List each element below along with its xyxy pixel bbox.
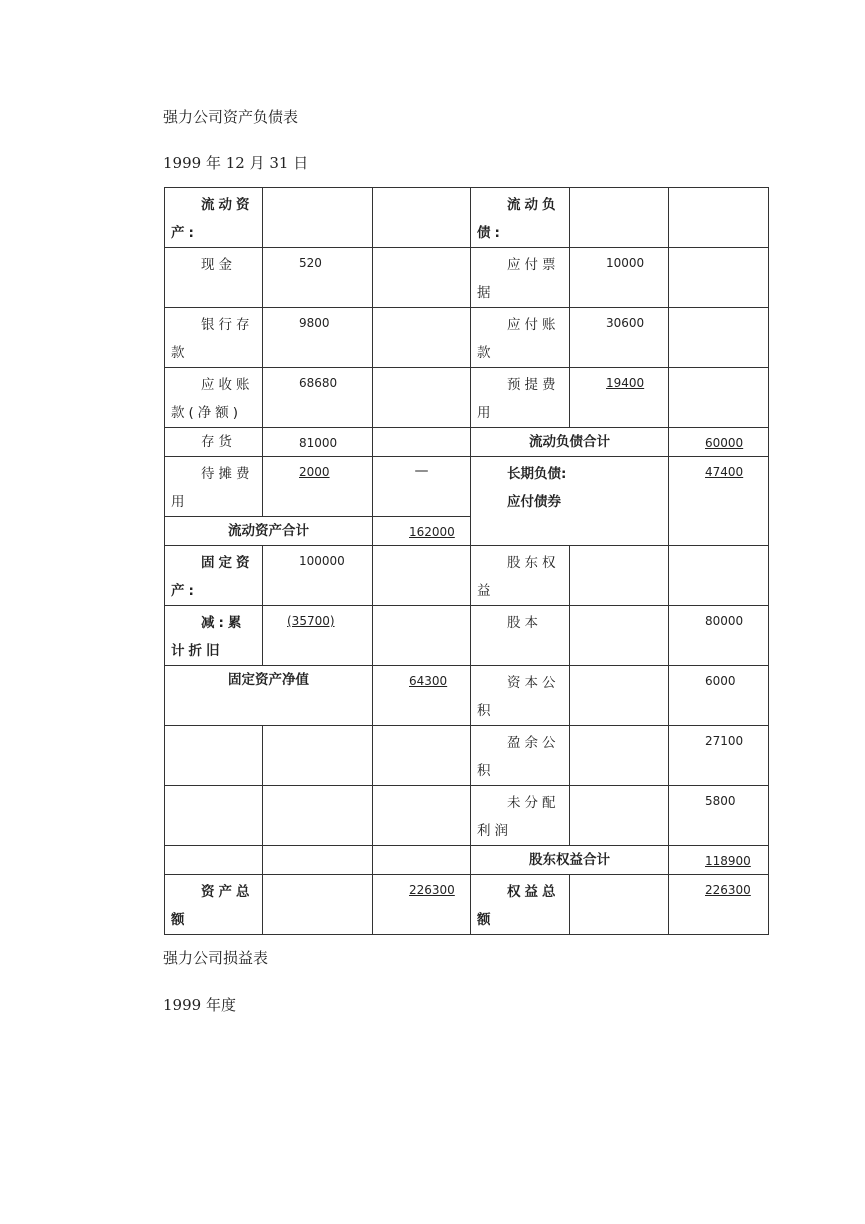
accrued-expenses-label: 预提费用 bbox=[477, 377, 560, 421]
table-cell bbox=[165, 606, 263, 666]
depreciation-value: (35700) bbox=[287, 614, 335, 628]
table-row bbox=[165, 457, 769, 517]
notes-payable-value: 10000 bbox=[606, 256, 645, 270]
share-capital-value: 80000 bbox=[705, 614, 744, 628]
current-liabilities-total-label: 流动负债合计 bbox=[529, 434, 610, 450]
table-cell bbox=[373, 308, 471, 368]
cash-label: 现金 bbox=[201, 257, 236, 273]
table-cell bbox=[373, 875, 471, 935]
table-cell bbox=[669, 786, 769, 846]
table-cell bbox=[669, 726, 769, 786]
inventory-label: 存货 bbox=[201, 434, 236, 450]
table-cell bbox=[570, 666, 669, 726]
table-cell bbox=[471, 726, 570, 786]
cash-value: 520 bbox=[299, 256, 322, 270]
table-cell bbox=[570, 786, 669, 846]
table-row bbox=[165, 546, 769, 606]
notes-payable-label: 应付票据 bbox=[477, 257, 560, 301]
table-cell bbox=[471, 428, 669, 457]
table-cell bbox=[263, 188, 373, 248]
table-cell bbox=[373, 666, 471, 726]
table-cell bbox=[669, 457, 769, 546]
capital-reserve-label: 资本公积 bbox=[477, 675, 560, 719]
income-statement-period: 1999 年度 bbox=[163, 996, 236, 1014]
accrued-expenses-value: 19400 bbox=[606, 376, 645, 390]
table-cell bbox=[471, 248, 570, 308]
table-cell bbox=[471, 846, 669, 875]
table-cell bbox=[471, 368, 570, 428]
table-row bbox=[165, 846, 769, 875]
table-cell bbox=[373, 517, 471, 546]
receivable-label: 应收账款(净额) bbox=[171, 377, 254, 421]
table-cell bbox=[669, 428, 769, 457]
table-row bbox=[165, 875, 769, 935]
equity-header: 股东权益 bbox=[477, 555, 560, 599]
table-cell bbox=[263, 428, 373, 457]
table-cell bbox=[570, 875, 669, 935]
table-cell bbox=[373, 786, 471, 846]
table-cell bbox=[165, 546, 263, 606]
table-cell bbox=[570, 248, 669, 308]
surplus-reserve-label: 盈余公积 bbox=[477, 735, 560, 779]
table-cell bbox=[165, 666, 373, 726]
table-cell bbox=[373, 606, 471, 666]
table-cell bbox=[373, 457, 471, 517]
table-row bbox=[165, 786, 769, 846]
total-assets-label: 资产总额 bbox=[171, 884, 254, 928]
table-row bbox=[165, 726, 769, 786]
long-term-liabilities-label: 长期负债: bbox=[507, 466, 567, 482]
table-cell bbox=[263, 248, 373, 308]
receivable-value: 68680 bbox=[299, 376, 338, 390]
table-row bbox=[165, 606, 769, 666]
current-assets-total-value: 162000 bbox=[409, 525, 455, 539]
total-equity-label: 权益总额 bbox=[477, 884, 560, 928]
retained-earnings-value: 5800 bbox=[705, 794, 736, 808]
table-row bbox=[165, 666, 769, 726]
balance-sheet-title: 强力公司资产负债表 bbox=[163, 108, 299, 126]
table-cell bbox=[263, 875, 373, 935]
table-cell bbox=[263, 846, 373, 875]
table-cell bbox=[263, 457, 373, 517]
equity-total-label: 股东权益合计 bbox=[529, 852, 610, 868]
table-cell bbox=[263, 606, 373, 666]
table-cell bbox=[263, 546, 373, 606]
table-cell bbox=[373, 546, 471, 606]
net-fixed-assets-label: 固定资产净值 bbox=[228, 672, 309, 688]
table-cell bbox=[373, 248, 471, 308]
current-liabilities-header: 流动负债: bbox=[477, 197, 560, 241]
table-cell bbox=[165, 846, 263, 875]
share-capital-label: 股本 bbox=[507, 615, 542, 631]
table-cell bbox=[165, 457, 263, 517]
table-cell bbox=[669, 846, 769, 875]
table-cell bbox=[669, 248, 769, 308]
table-cell bbox=[263, 308, 373, 368]
table-cell bbox=[263, 726, 373, 786]
table-cell bbox=[669, 666, 769, 726]
table-cell bbox=[570, 368, 669, 428]
bank-deposit-value: 9800 bbox=[299, 316, 330, 330]
table-cell bbox=[570, 188, 669, 248]
table-cell bbox=[471, 875, 570, 935]
table-cell bbox=[669, 546, 769, 606]
table-cell bbox=[669, 875, 769, 935]
table-cell bbox=[165, 248, 263, 308]
table-cell bbox=[570, 546, 669, 606]
table-row bbox=[165, 308, 769, 368]
table-cell bbox=[165, 786, 263, 846]
table-cell bbox=[570, 308, 669, 368]
total-assets-value: 226300 bbox=[409, 883, 455, 897]
bonds-payable-value: 47400 bbox=[705, 465, 744, 479]
table-cell bbox=[669, 606, 769, 666]
equity-total-value: 118900 bbox=[705, 854, 751, 868]
bank-deposit-label: 银行存款 bbox=[171, 317, 254, 361]
table-cell bbox=[471, 308, 570, 368]
table-row bbox=[165, 368, 769, 428]
income-statement-title: 强力公司损益表 bbox=[163, 949, 269, 967]
table-row bbox=[165, 428, 769, 457]
table-cell bbox=[471, 188, 570, 248]
table-cell bbox=[165, 368, 263, 428]
current-liabilities-total-value: 60000 bbox=[705, 436, 744, 450]
table-cell bbox=[471, 546, 570, 606]
net-fixed-assets-value: 64300 bbox=[409, 674, 448, 688]
table-cell bbox=[570, 726, 669, 786]
table-cell bbox=[263, 786, 373, 846]
inventory-value: 81000 bbox=[299, 436, 338, 450]
depreciation-label: 减:累计折旧 bbox=[171, 615, 246, 659]
accounts-payable-label: 应付账款 bbox=[477, 317, 560, 361]
fixed-assets-label: 固定资产: bbox=[171, 555, 254, 599]
prepaid-expenses-label: 待摊费用 bbox=[171, 466, 254, 510]
retained-earnings-label: 未分配利润 bbox=[477, 795, 560, 839]
table-cell bbox=[669, 188, 769, 248]
prepaid-dash: — bbox=[414, 463, 429, 479]
table-row bbox=[165, 248, 769, 308]
prepaid-expenses-value: 2000 bbox=[299, 465, 330, 479]
table-cell bbox=[471, 786, 570, 846]
table-cell bbox=[570, 606, 669, 666]
table-cell bbox=[471, 606, 570, 666]
surplus-reserve-value: 27100 bbox=[705, 734, 744, 748]
table-cell bbox=[165, 875, 263, 935]
fixed-assets-value: 100000 bbox=[299, 554, 345, 568]
table-cell bbox=[471, 666, 570, 726]
table-row bbox=[165, 188, 769, 248]
bonds-payable-label: 应付债券 bbox=[507, 494, 561, 510]
table-cell bbox=[373, 188, 471, 248]
table-cell bbox=[165, 428, 263, 457]
table-cell bbox=[165, 308, 263, 368]
table-cell bbox=[373, 726, 471, 786]
table-cell bbox=[263, 368, 373, 428]
table-cell bbox=[373, 846, 471, 875]
capital-reserve-value: 6000 bbox=[705, 674, 736, 688]
accounts-payable-value: 30600 bbox=[606, 316, 645, 330]
table-cell bbox=[165, 188, 263, 248]
balance-sheet-date: 1999 年 12 月 31 日 bbox=[163, 154, 309, 172]
total-equity-value: 226300 bbox=[705, 883, 751, 897]
current-assets-total-label: 流动资产合计 bbox=[228, 523, 309, 539]
table-cell bbox=[373, 428, 471, 457]
current-assets-header: 流动资产: bbox=[171, 197, 254, 241]
balance-sheet-table bbox=[164, 187, 769, 935]
table-cell bbox=[165, 517, 373, 546]
table-cell bbox=[165, 726, 263, 786]
table-cell bbox=[669, 368, 769, 428]
table-cell bbox=[373, 368, 471, 428]
table-cell bbox=[471, 457, 669, 546]
table-cell bbox=[669, 308, 769, 368]
